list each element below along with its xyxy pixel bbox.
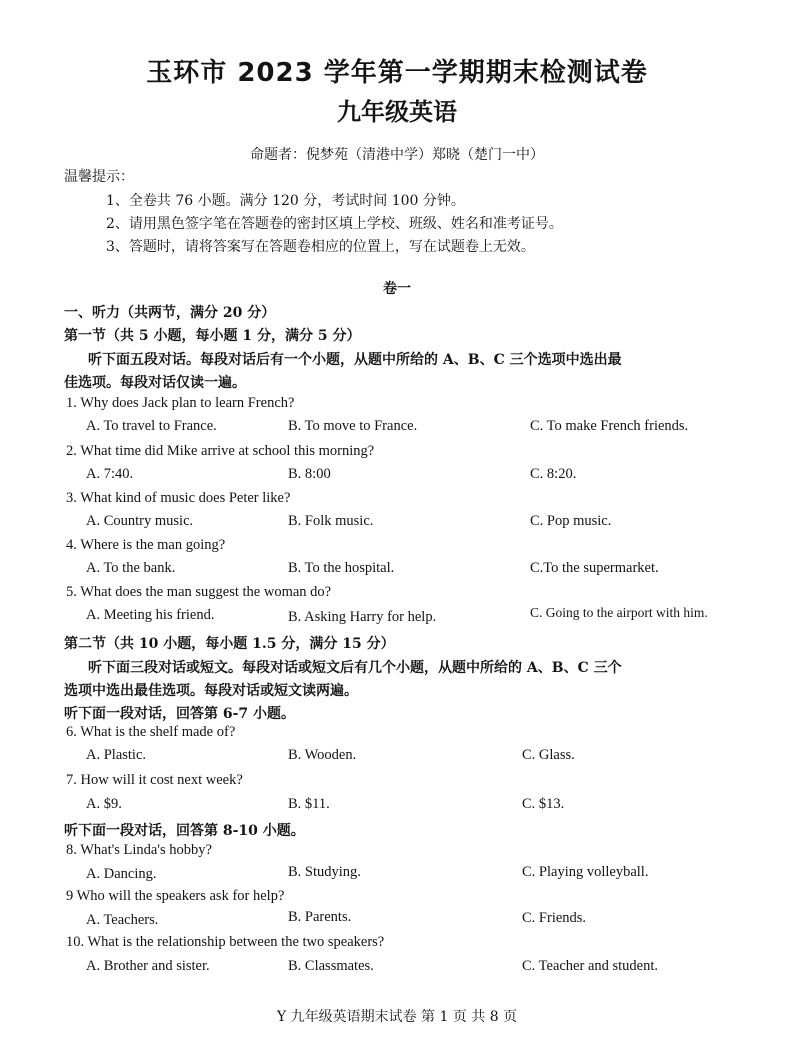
question-text: 6. What is the shelf made of? (66, 724, 236, 740)
option-a: A. To the bank. (86, 560, 176, 576)
option-b: B. Folk music. (288, 513, 374, 529)
option-a: A. To travel to France. (86, 418, 217, 434)
option-a: A. Country music. (86, 513, 194, 529)
section-instructions: 听下面三段对话或短文。每段对话或短文后有几个小题，从题中所给的 A、B、C 三个 (88, 660, 622, 676)
group-instruction: 听下面一段对话，回答第 6-7 小题。 (64, 706, 296, 722)
option-c: C. 8:20. (530, 466, 577, 482)
option-a: A. Dancing. (86, 866, 157, 882)
option-c: C.To the supermarket. (530, 560, 659, 576)
authors-line: 命题者：倪梦苑（清港中学）郑晓（楚门一中） (250, 147, 544, 163)
section-heading: 第一节（共 5 小题，每小题 1 分，满分 5 分） (64, 328, 361, 344)
option-c: C. Pop music. (530, 513, 612, 529)
question-text: 9 Who will the speakers ask for help? (66, 888, 285, 904)
option-b: B. Studying. (288, 864, 361, 880)
option-a: A. Brother and sister. (86, 958, 210, 974)
volume-label: 卷一 (383, 281, 411, 297)
question-text: 10. What is the relationship between the two speakers? (66, 934, 385, 950)
question-text: 3. What kind of music does Peter like? (66, 490, 291, 506)
question-text: 2. What time did Mike arrive at school this morning? (66, 443, 375, 459)
option-c: C. Playing volleyball. (522, 864, 649, 880)
option-a: A. $9. (86, 796, 122, 812)
section-instructions: 佳选项。每段对话仅读一遍。 (64, 375, 246, 391)
option-b: B. To the hospital. (288, 560, 395, 576)
option-b: B. Asking Harry for help. (288, 609, 437, 625)
option-c: C. $13. (522, 796, 565, 812)
question-text: 5. What does the man suggest the woman do? (66, 584, 332, 600)
question-text: 1. Why does Jack plan to learn French? (66, 395, 295, 411)
question-text: 8. What's Linda's hobby? (66, 842, 212, 858)
question-text: 4. Where is the man going? (66, 537, 226, 553)
option-a: A. Teachers. (86, 912, 159, 928)
option-b: B. Wooden. (288, 747, 357, 763)
group-instruction: 听下面一段对话，回答第 8-10 小题。 (64, 823, 305, 839)
tip-item: 1、全卷共 76 小题。满分 120 分，考试时间 100 分钟。 (106, 193, 465, 209)
option-c: C. Glass. (522, 747, 575, 763)
tip-item: 2、请用黑色签字笔在答题卷的密封区填上学校、班级、姓名和准考证号。 (106, 216, 563, 232)
part-heading: 一、听力（共两节，满分 20 分） (64, 305, 276, 321)
question-text: 7. How will it cost next week? (66, 772, 243, 788)
option-a: A. Plastic. (86, 747, 147, 763)
tips-heading: 温馨提示： (64, 169, 134, 185)
option-b: B. $11. (288, 796, 330, 812)
exam-title: 玉环市 2023 学年第一学期期末检测试卷 (146, 58, 648, 88)
tip-item: 3、答题时，请将答案写在答题卷相应的位置上，写在试题卷上无效。 (106, 239, 535, 255)
option-b: B. Parents. (288, 909, 352, 925)
option-c: C. To make French friends. (530, 418, 689, 434)
option-c: C. Friends. (522, 910, 587, 926)
page-footer: Y 九年级英语期末试卷 第 1 页 共 8 页 (276, 1009, 518, 1025)
option-c: C. Teacher and student. (522, 958, 659, 974)
exam-subtitle: 九年级英语 (337, 98, 457, 126)
option-c: C. Going to the airport with him. (530, 605, 708, 620)
option-a: A. Meeting his friend. (86, 607, 215, 623)
option-b: B. 8:00 (288, 466, 331, 482)
section-instructions: 选项中选出最佳选项。每段对话或短文读两遍。 (64, 683, 358, 699)
option-b: B. To move to France. (288, 418, 418, 434)
option-b: B. Classmates. (288, 958, 374, 974)
section-instructions: 听下面五段对话。每段对话后有一个小题，从题中所给的 A、B、C 三个选项中选出最 (88, 352, 622, 368)
option-a: A. 7:40. (86, 466, 134, 482)
section-heading: 第二节（共 10 小题，每小题 1.5 分，满分 15 分） (64, 636, 395, 652)
